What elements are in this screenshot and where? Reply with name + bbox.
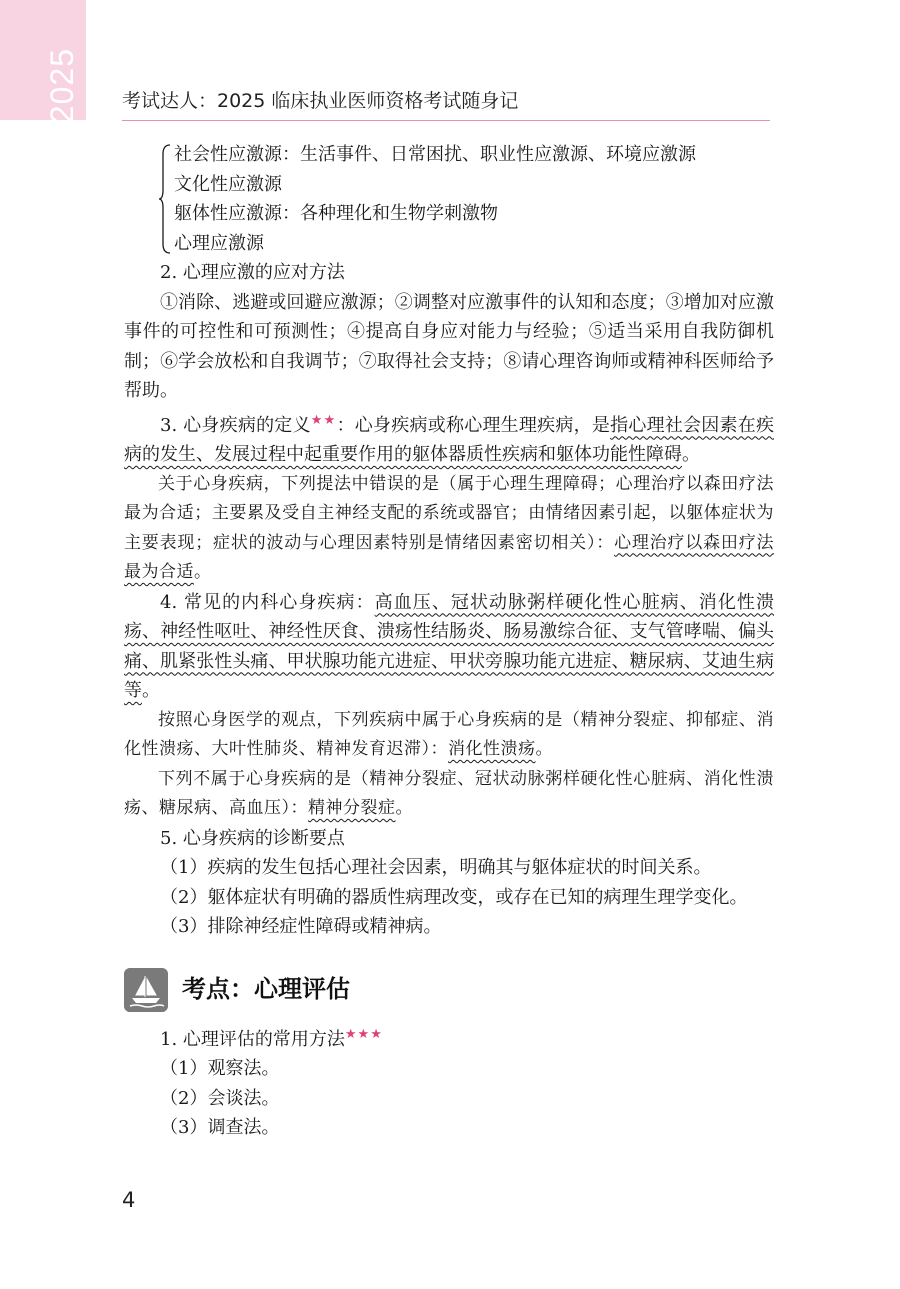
question-text: 下列不属于心身疾病的是（精神分裂症、冠状动脉粥样硬化性心脏病、消化性溃疡、糖尿病、高血压）： — [124, 768, 774, 818]
diagnosis-heading: 5. 心身疾病的诊断要点 — [160, 827, 345, 849]
question-3 — [124, 765, 774, 824]
question-answer: 心理治疗以森田疗法最为合适 — [124, 532, 775, 582]
stressor-item: 社会性应激源：生活事件、日常困扰、职业性应激源、环境应激源 — [174, 144, 696, 165]
question-2 — [124, 706, 774, 765]
stressor-item: 文化性应激源 — [174, 173, 282, 195]
common-end: 。 — [142, 680, 160, 701]
sailboat-icon — [124, 968, 168, 1012]
question-text: 按照心身医学的观点，下列疾病中属于心身疾病的是（精神分裂症、抑郁症、消化性溃疡、大叶性肺炎、精神发育迟滞）： — [124, 709, 774, 759]
definition-paragraph — [124, 406, 774, 470]
stressor-list — [124, 140, 774, 258]
stressor-item: 躯体性应激源：各种理化和生物学刺激物 — [174, 203, 498, 224]
question-end: 。 — [395, 798, 413, 818]
corner-tab — [0, 0, 86, 124]
definition-label: 3. 心身疾病的定义 — [160, 414, 311, 436]
coping-heading: 2. 心理应激的应对方法 — [160, 262, 345, 283]
page-number: 4 — [122, 1188, 136, 1212]
diagnosis-item: （3）排除神经症性障碍或精神病。 — [160, 916, 442, 937]
definition-pre: ：心身疾病或称心理生理疾病，是 — [336, 414, 611, 436]
common-diseases-paragraph — [124, 588, 774, 706]
question-answer: 消化性溃疡 — [448, 739, 536, 759]
coping-body: ①消除、逃避或回避应激源；②调整对应激事件的认知和态度；③增加对应激事件的可控性和可预测性；④提高自身应对能力与经验；⑤适当采用自我防御机制；⑥学会放松和自我调节；⑦取得社会支持；⑧请心理咨询师或精神科医师给予帮助。 — [124, 291, 774, 401]
section-title: 考点：心理评估 — [182, 974, 350, 1003]
question-text: 关于心身疾病，下列提法中错误的是（属于心理生理障碍；心理治疗以森田疗法最为合适；主要累及受自主神经支配的系统或器官；由情绪因素引起，以躯体症状为主要表现；症状的波动与心理因素特别是情绪因素密切相关）： — [124, 473, 774, 553]
question-1 — [124, 470, 774, 588]
method-item: （3）调查法。 — [160, 1117, 280, 1138]
brace-icon — [158, 144, 172, 254]
diagnosis-item: （1）疾病的发生包括心理社会因素，明确其与躯体症状的时间关系。 — [160, 857, 712, 878]
page-content — [124, 140, 774, 1143]
definition-emphasis: 指心理社会因素在疾病的发生、发展过程中起重要作用的躯体器质性疾病和躯体功能性障碍 — [124, 414, 774, 465]
common-label: 4. 常见的内科心身疾病： — [160, 591, 375, 613]
methods-label: 1. 心理评估的常用方法 — [160, 1028, 345, 1050]
diagnosis-item: （2）躯体症状有明确的器质性病理改变，或存在已知的病理生理学变化。 — [160, 886, 748, 908]
definition-end: 。 — [682, 444, 700, 465]
header-rule — [122, 120, 770, 121]
question-answer: 精神分裂症 — [308, 798, 396, 818]
section-header — [124, 968, 774, 1012]
stressor-item: 心理应激源 — [174, 232, 264, 254]
method-item: （1）观察法。 — [160, 1058, 280, 1079]
method-item: （2）会谈法。 — [160, 1087, 280, 1109]
running-header: 考试达人：2025 临床执业医师资格考试随身记 — [122, 90, 519, 112]
corner-year: 2025 — [44, 48, 80, 124]
methods-heading — [124, 1020, 774, 1055]
importance-stars: ★★★ — [344, 1026, 383, 1042]
common-list: 高血压、冠状动脉粥样硬化性心脏病、消化性溃疡、神经性呕吐、神经性厌食、溃疡性结肠炎、肠易激综合征、支气管哮喘、偏头痛、肌紧张性头痛、甲状腺功能亢进症、甲状旁腺功能亢进症、糖尿病、艾迪生病等 — [124, 591, 774, 701]
question-end: 。 — [535, 739, 553, 759]
importance-stars: ★★ — [310, 412, 337, 428]
question-end: 。 — [194, 562, 212, 582]
